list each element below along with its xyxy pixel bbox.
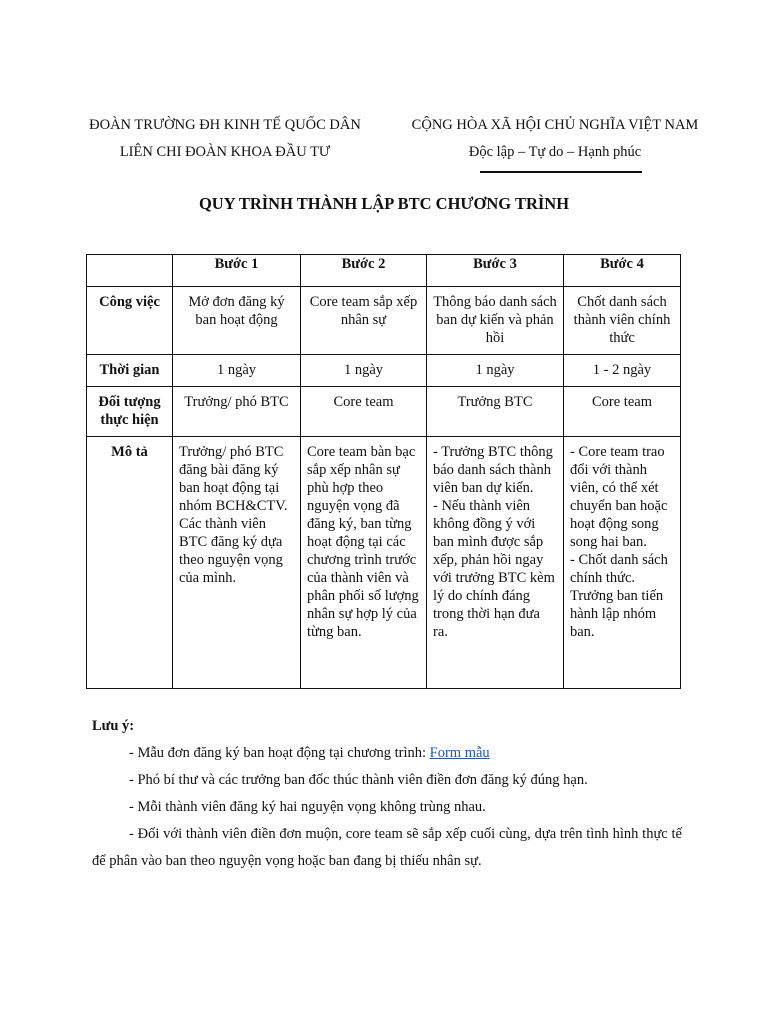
cell-time-2: 1 ngày bbox=[301, 355, 427, 387]
org-subunit: LIÊN CHI ĐOÀN KHOA ĐẦU TƯ bbox=[119, 144, 331, 160]
note-item-text: - Mẫu đơn đăng ký ban hoạt động tại chương trình: bbox=[129, 745, 430, 761]
note-item: - Mỗi thành viên đăng ký hai nguyện vọng không trùng nhau. bbox=[129, 799, 486, 815]
row-label-task: Công việc bbox=[87, 287, 173, 355]
cell-task-4: Chốt danh sách thành viên chính thức bbox=[564, 287, 681, 355]
row-label-description: Mô tả bbox=[87, 437, 173, 689]
table-row bbox=[87, 387, 681, 437]
note-item: - Đối với thành viên điền đơn muộn, core team sẽ sắp xếp cuối cùng, dựa trên tình hình thực tế để phân vào ban theo nguyện vọng hoặc ban đang bị thiếu nhân sự. bbox=[92, 826, 682, 869]
table-corner-cell bbox=[87, 255, 173, 287]
table-row bbox=[87, 355, 681, 387]
national-motto: Độc lập – Tự do – Hạnh phúc bbox=[468, 144, 642, 160]
motto-underline bbox=[480, 171, 642, 173]
cell-description-1: Trưởng/ phó BTC đăng bài đăng ký ban hoạt động tại nhóm BCH&CTV. Các thành viên BTC đăng ký dựa theo nguyện vọng của mình. bbox=[173, 437, 301, 689]
form-template-link[interactable]: Form mẫu bbox=[429, 745, 490, 761]
cell-description-3: - Trưởng BTC thông báo danh sách thành viên ban dự kiến. - Nếu thành viên không đồng ý với ban mình được sắp xếp, phản hồi ngay với trưởng BTC kèm lý do chính đáng trong thời hạn đưa ra. bbox=[427, 437, 564, 689]
cell-time-3: 1 ngày bbox=[427, 355, 564, 387]
step-header-1: Bước 1 bbox=[173, 255, 301, 287]
notes-section bbox=[92, 713, 682, 875]
cell-owner-3: Trưởng BTC bbox=[427, 387, 564, 437]
step-header-4: Bước 4 bbox=[564, 255, 681, 287]
table-row bbox=[87, 287, 681, 355]
org-header bbox=[70, 112, 380, 166]
cell-description-2: Core team bàn bạc sắp xếp nhân sự phù hợp theo nguyện vọng đã đăng ký, ban từng hoạt động tại các chương trình trước của thành viên và phân phối số lượng nhân sự hợp lý của từng ban. bbox=[301, 437, 427, 689]
national-name: CỘNG HÒA XÃ HỘI CHỦ NGHĨA VIỆT NAM bbox=[411, 117, 699, 133]
process-table bbox=[86, 254, 681, 689]
note-item: - Phó bí thư và các trưởng ban đốc thúc thành viên điền đơn đăng ký đúng hạn. bbox=[129, 772, 588, 788]
cell-owner-4: Core team bbox=[564, 387, 681, 437]
notes-label: Lưu ý: bbox=[92, 718, 135, 734]
cell-time-1: 1 ngày bbox=[173, 355, 301, 387]
cell-task-3: Thông báo danh sách ban dự kiến và phản hồi bbox=[427, 287, 564, 355]
cell-time-4: 1 - 2 ngày bbox=[564, 355, 681, 387]
row-label-time: Thời gian bbox=[87, 355, 173, 387]
document-title: QUY TRÌNH THÀNH LẬP BTC CHƯƠNG TRÌNH bbox=[198, 194, 570, 213]
row-label-owner: Đối tượng thực hiện bbox=[87, 387, 173, 437]
national-header bbox=[390, 112, 720, 166]
note-item bbox=[92, 740, 682, 767]
step-header-3: Bước 3 bbox=[427, 255, 564, 287]
table-row bbox=[87, 437, 681, 689]
cell-owner-2: Core team bbox=[301, 387, 427, 437]
table-header-row bbox=[87, 255, 681, 287]
org-name: ĐOÀN TRƯỜNG ĐH KINH TẾ QUỐC DÂN bbox=[89, 117, 361, 133]
cell-description-4: - Core team trao đổi với thành viên, có thể xét chuyển ban hoặc hoạt động song song hai ban. - Chốt danh sách chính thức. Trưởng ban tiến hành lập nhóm ban. bbox=[564, 437, 681, 689]
cell-task-1: Mở đơn đăng ký ban hoạt động bbox=[173, 287, 301, 355]
cell-owner-1: Trưởng/ phó BTC bbox=[173, 387, 301, 437]
step-header-2: Bước 2 bbox=[301, 255, 427, 287]
cell-task-2: Core team sắp xếp nhân sự bbox=[301, 287, 427, 355]
